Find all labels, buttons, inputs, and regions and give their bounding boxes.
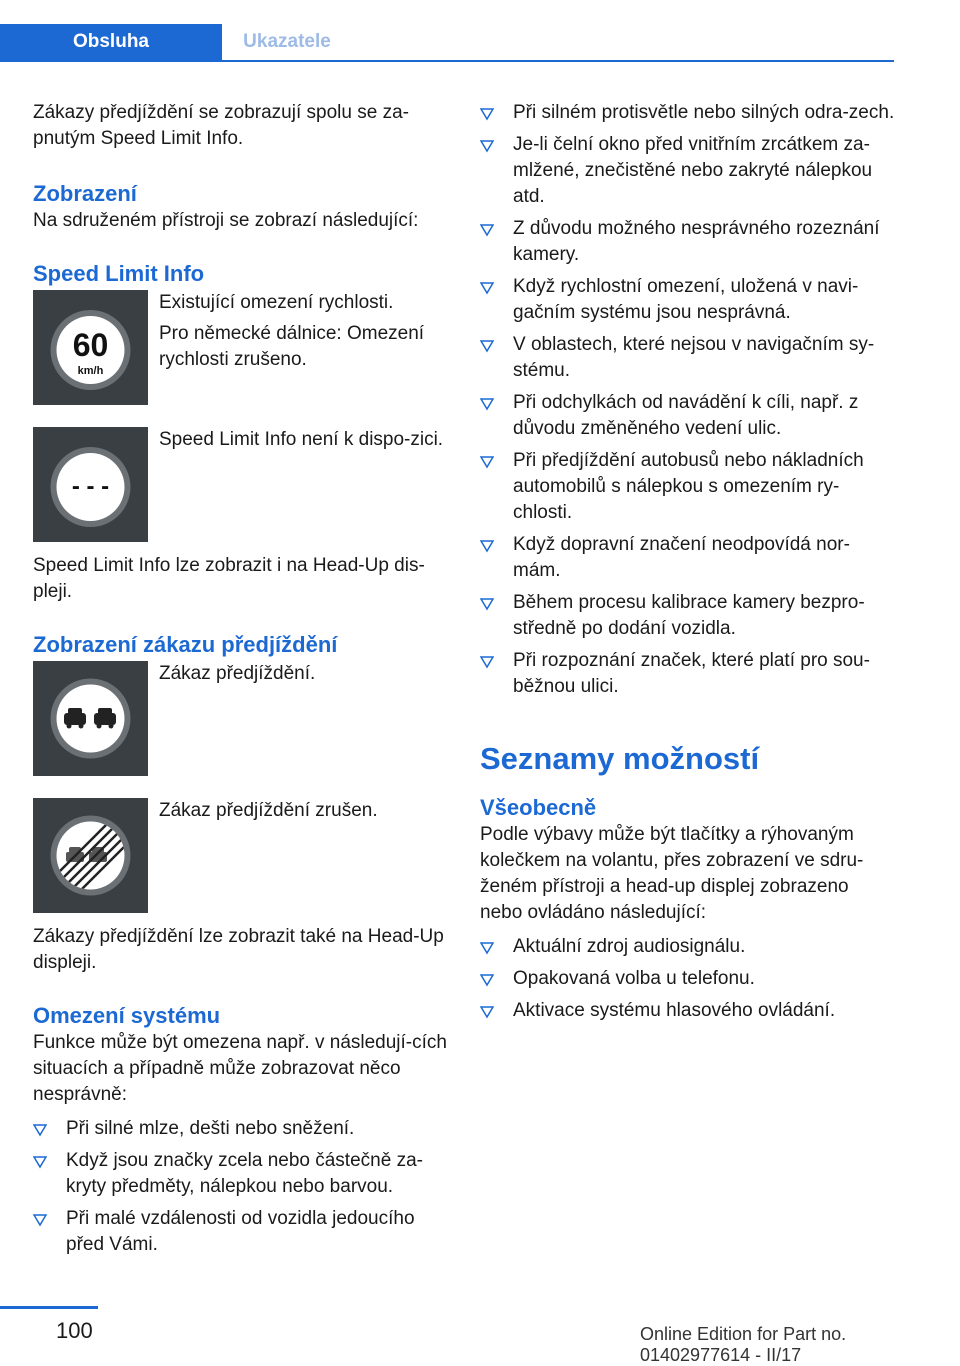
list-item [480,216,896,268]
list-item-text: Při silné mlze, dešti nebo sněžení. [66,1118,355,1139]
list-item [480,132,896,210]
list-item-text: Při silném protisvětle nebo silných odra‐zech. [513,102,895,123]
list-item [480,332,896,384]
sign2-text: Speed Limit Info není k dispo‐zici. [159,429,444,450]
limitations-list-left [33,1116,447,1258]
triangle-bullet-icon [480,281,494,295]
triangle-bullet-icon [480,339,494,353]
heading-vseobecne: Všeobecně [480,795,597,820]
sign1-description [159,290,449,373]
triangle-bullet-icon [480,973,494,987]
triangle-bullet-icon [480,655,494,669]
list-item-text: Když rychlostní omezení, uložená v navi‐gačním systému jsou nesprávná. [513,276,859,323]
tab-obsluha[interactable]: Obsluha [0,24,222,60]
list-item-text: Když jsou značky zcela nebo částečně za‐kryty předměty, nálepkou nebo barvou. [66,1150,423,1197]
list-item-text: V oblastech, které nejsou v navigačním sy‐stému. [513,334,875,381]
heading-seznamy-moznosti: Seznamy možností [480,741,760,776]
list-item [480,998,896,1024]
zakaz-headup-text: Zákazy předjíždění lze zobrazit také na Head-Up displeji. [33,926,444,973]
list-item-text: Opakovaná volba u telefonu. [513,968,755,989]
triangle-bullet-icon [480,941,494,955]
list-item [480,100,896,126]
heading-omezeni: Omezení systému [33,1003,221,1028]
triangle-bullet-icon [480,223,494,237]
zobrazeni-text: Na sdruženém přístroji se zobrazí následující: [33,210,419,231]
list-item [480,648,896,700]
omezeni-text: Funkce může být omezena např. v následují‐cích situacích a případně může zobrazovat něco nesprávně: [33,1032,447,1105]
triangle-bullet-icon [480,139,494,153]
header-tabs [0,24,894,62]
sign-row-no-overtaking [33,661,447,777]
speed-limit-unavailable-sign-icon [33,427,148,542]
footer-rule [0,1306,98,1309]
sign1-unit: km/h [77,365,104,377]
list-item-text: Během procesu kalibrace kamery bezpro‐středně po dodání vozidla. [513,592,865,639]
sign4-text: Zákaz předjíždění zrušen. [159,800,378,821]
limitations-list-right [480,100,896,700]
triangle-bullet-icon [480,1005,494,1019]
no-overtaking-end-sign-icon [33,798,148,913]
tab-ukazatele[interactable]: Ukazatele [243,31,331,52]
list-item [480,390,896,442]
triangle-bullet-icon [33,1155,47,1169]
options-list [480,934,896,1024]
list-item [480,966,896,992]
tab-underline [0,60,894,62]
edition-note: Online Edition for Part no. 01402977614 - II/17 [640,1324,847,1365]
list-item-text: Aktivace systému hlasového ovládání. [513,1000,836,1021]
triangle-bullet-icon [480,597,494,611]
sign4-description [159,798,449,824]
vseobecne-text: Podle výbavy může být tlačítky a rýhovaným kolečkem na volantu, přes zobrazení ve sdru‐ženém přístroji a head-up displej zobrazeno nebo ovládáno následující: [480,824,864,923]
sign3-text: Zákaz předjíždění. [159,663,316,684]
sign-row-no-overtaking-end [33,798,447,914]
triangle-bullet-icon [33,1213,47,1227]
triangle-bullet-icon [33,1123,47,1137]
sign1-text-a: Existující omezení rychlosti. [159,292,394,313]
list-item-text: Je-li čelní okno před vnitřním zrcátkem za‐mlžené, znečistěné nebo zakryté nálepkou atd. [513,134,873,207]
list-item-text: Při malé vzdálenosti od vozidla jedoucího před Vámi. [66,1208,415,1255]
triangle-bullet-icon [480,397,494,411]
heading-speed-limit-info: Speed Limit Info [33,261,205,286]
list-item [33,1148,447,1200]
list-item [33,1206,447,1258]
sign-row-speed-limit [33,290,447,406]
page-number: 100 [56,1318,93,1343]
list-item [480,532,896,584]
no-overtaking-sign-icon [33,661,148,776]
heading-zakaz: Zobrazení zákazu předjíždění [33,632,338,657]
intro-paragraph: Zákazy předjíždění se zobrazují spolu se za‐pnutým Speed Limit Info. [33,102,409,149]
list-item [480,934,896,960]
right-column [480,100,896,1024]
left-column [33,100,447,1258]
triangle-bullet-icon [480,107,494,121]
list-item-text: Z důvodu možného nesprávného rozeznání kamery. [513,218,880,265]
sign1-number: 60 [72,327,109,363]
sign1-text-b: Pro německé dálnice: Omezení rychlosti zrušeno. [159,323,425,370]
list-item-text: Když dopravní značení neodpovídá nor‐mám. [513,534,850,581]
triangle-bullet-icon [480,539,494,553]
sign-row-not-available [33,427,447,543]
heading-zobrazeni: Zobrazení [33,181,137,206]
list-item [480,448,896,526]
sign2-description [159,427,449,453]
list-item-text: Při rozpoznání značek, které platí pro sou‐běžnou ulici. [513,650,870,697]
sign2-dashes: - - - [71,473,110,500]
headup-text: Speed Limit Info lze zobrazit i na Head-Up dis‐pleji. [33,555,425,602]
list-item [480,590,896,642]
list-item [480,274,896,326]
list-item-text: Při předjíždění autobusů nebo nákladních automobilů s nálepkou s omezením ry‐chlosti. [513,450,864,523]
list-item-text: Aktuální zdroj audiosignálu. [513,936,746,957]
speed-limit-60-sign-icon [33,290,148,405]
triangle-bullet-icon [480,455,494,469]
list-item-text: Při odchylkách od navádění k cíli, např. z důvodu změněného vedení ulic. [513,392,859,439]
sign3-description [159,661,449,687]
list-item [33,1116,447,1142]
